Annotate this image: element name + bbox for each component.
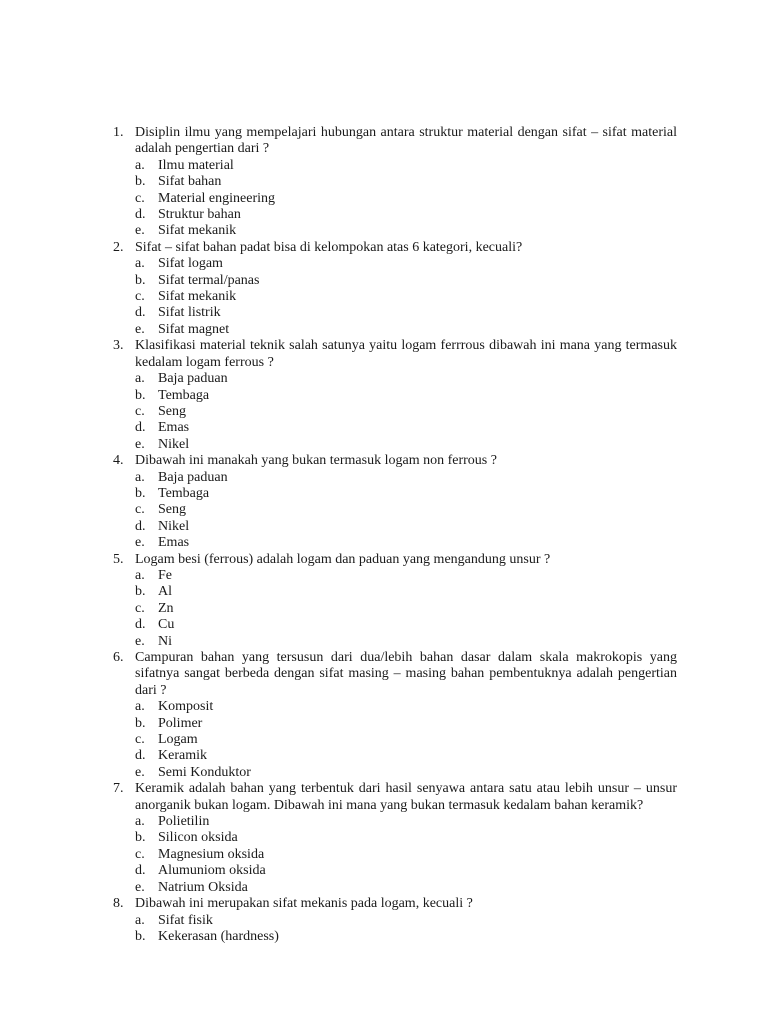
answer-option — [135, 404, 677, 420]
answer-option — [135, 437, 677, 453]
option-letter: e. — [135, 633, 145, 649]
answer-option — [135, 634, 677, 650]
option-letter: e. — [135, 223, 145, 239]
option-text: Sifat fisik — [158, 912, 213, 928]
question-number: 7. — [113, 781, 124, 797]
answer-option — [135, 486, 677, 502]
option-text: Magnesium oksida — [158, 846, 265, 862]
option-text: Tembaga — [158, 485, 210, 501]
question-item — [113, 896, 677, 945]
question-item — [113, 781, 677, 896]
option-letter: c. — [135, 732, 145, 748]
answer-option — [135, 699, 677, 715]
option-letter: c. — [135, 502, 145, 518]
option-letter: a. — [135, 699, 145, 715]
option-text: Silicon oksida — [158, 830, 238, 846]
option-text: Sifat bahan — [158, 174, 222, 190]
option-text: Logam — [158, 732, 198, 748]
option-letter: b. — [135, 584, 146, 600]
option-letter: b. — [135, 830, 146, 846]
option-text: Sifat magnet — [158, 321, 230, 337]
question-number: 8. — [113, 896, 124, 912]
question-item — [113, 125, 677, 240]
option-text: Seng — [158, 502, 186, 518]
question-item — [113, 650, 677, 781]
option-text: Sifat mekanik — [158, 223, 237, 239]
answer-option — [135, 191, 677, 207]
answer-option — [135, 371, 677, 387]
option-letter: e. — [135, 321, 145, 337]
option-letter: c. — [135, 289, 145, 305]
option-list — [135, 568, 677, 650]
answer-option — [135, 814, 677, 830]
option-list — [135, 913, 677, 946]
question-number: 3. — [113, 338, 124, 354]
option-list — [135, 371, 677, 453]
option-letter: b. — [135, 485, 146, 501]
answer-option — [135, 470, 677, 486]
question-number: 2. — [113, 239, 124, 255]
option-letter: c. — [135, 600, 145, 616]
option-letter: d. — [135, 518, 146, 534]
question-number: 6. — [113, 650, 124, 665]
answer-option — [135, 716, 677, 732]
option-text: Ilmu material — [158, 157, 234, 173]
option-letter: d. — [135, 748, 146, 764]
answer-option — [135, 420, 677, 436]
option-list — [135, 256, 677, 338]
option-letter: a. — [135, 469, 145, 485]
option-text: Natrium Oksida — [158, 879, 248, 895]
answer-option — [135, 519, 677, 535]
option-text: Zn — [158, 600, 174, 616]
answer-option — [135, 568, 677, 584]
option-letter: d. — [135, 420, 146, 436]
answer-option — [135, 322, 677, 338]
option-letter: d. — [135, 863, 146, 879]
answer-option — [135, 502, 677, 518]
answer-option — [135, 174, 677, 190]
answer-option — [135, 847, 677, 863]
answer-option — [135, 535, 677, 551]
answer-option — [135, 748, 677, 764]
option-letter: e. — [135, 879, 145, 895]
question-text: Logam besi (ferrous) adalah logam dan paduan yang mengandung unsur ? — [135, 551, 551, 567]
option-letter: a. — [135, 256, 145, 272]
option-letter: e. — [135, 436, 145, 452]
option-list — [135, 699, 677, 781]
question-item — [113, 552, 677, 650]
option-text: Baja paduan — [158, 371, 228, 387]
option-text: Polimer — [158, 715, 203, 731]
answer-option — [135, 584, 677, 600]
option-letter: e. — [135, 764, 145, 780]
option-text: Komposit — [158, 699, 214, 715]
question-text: Campuran bahan yang tersusun dari dua/lebih bahan dasar dalam skala makrokopis yang sifatnya sangat berbeda dengan sifat masing – masing bahan pembentuknya adalah pengertian dari ? — [135, 650, 677, 698]
option-text: Nikel — [158, 518, 190, 534]
option-letter: a. — [135, 912, 145, 928]
option-letter: e. — [135, 535, 145, 551]
option-text: Ni — [158, 633, 172, 649]
answer-option — [135, 617, 677, 633]
option-letter: c. — [135, 403, 145, 419]
answer-option — [135, 305, 677, 321]
option-text: Semi Konduktor — [158, 764, 251, 780]
answer-option — [135, 732, 677, 748]
option-letter: d. — [135, 305, 146, 321]
option-list — [135, 158, 677, 240]
option-letter: b. — [135, 387, 146, 403]
answer-option — [135, 830, 677, 846]
option-text: Sifat termal/panas — [158, 272, 260, 288]
option-letter: a. — [135, 814, 145, 830]
question-text: Dibawah ini merupakan sifat mekanis pada logam, kecuali ? — [135, 896, 473, 912]
option-text: Tembaga — [158, 387, 210, 403]
answer-option — [135, 913, 677, 929]
answer-option — [135, 207, 677, 223]
option-text: Baja paduan — [158, 469, 228, 485]
option-list — [135, 470, 677, 552]
option-letter: c. — [135, 190, 145, 206]
option-list — [135, 814, 677, 896]
option-text: Polietilin — [158, 814, 210, 830]
answer-option — [135, 929, 677, 945]
option-text: Cu — [158, 617, 175, 633]
answer-option — [135, 273, 677, 289]
option-letter: d. — [135, 617, 146, 633]
question-text: Dibawah ini manakah yang bukan termasuk logam non ferrous ? — [135, 453, 497, 469]
answer-option — [135, 765, 677, 781]
option-text: Al — [158, 584, 172, 600]
option-text: Struktur bahan — [158, 207, 241, 223]
option-text: Fe — [158, 567, 172, 583]
option-letter: a. — [135, 157, 145, 173]
answer-option — [135, 256, 677, 272]
option-text: Sifat logam — [158, 256, 223, 272]
question-item — [113, 338, 677, 453]
option-text: Sifat listrik — [158, 305, 221, 321]
question-number: 1. — [113, 125, 124, 140]
option-letter: b. — [135, 928, 146, 944]
option-text: Keramik — [158, 748, 207, 764]
question-number: 5. — [113, 551, 124, 567]
question-text: Klasifikasi material teknik salah satunya yaitu logam ferrrous dibawah ini mana yang termasuk kedalam logam ferrous ? — [135, 338, 677, 370]
option-text: Kekerasan (hardness) — [158, 928, 279, 944]
option-text: Nikel — [158, 436, 190, 452]
option-letter: b. — [135, 715, 146, 731]
question-item — [113, 453, 677, 551]
question-text: Disiplin ilmu yang mempelajari hubungan antara struktur material dengan sifat – sifat material adalah pengertian dari ? — [135, 125, 677, 157]
option-letter: d. — [135, 207, 146, 223]
answer-option — [135, 223, 677, 239]
answer-option — [135, 880, 677, 896]
option-letter: a. — [135, 567, 145, 583]
option-text: Emas — [158, 420, 190, 436]
question-text: Keramik adalah bahan yang terbentuk dari hasil senyawa antara satu atau lebih unsur – unsur anorganik bukan logam. Dibawah ini mana yang bukan termasuk kedalam bahan keramik? — [135, 781, 677, 813]
option-text: Sifat mekanik — [158, 289, 237, 305]
answer-option — [135, 289, 677, 305]
answer-option — [135, 388, 677, 404]
answer-option — [135, 863, 677, 879]
option-letter: c. — [135, 846, 145, 862]
answer-option — [135, 601, 677, 617]
answer-option — [135, 158, 677, 174]
question-item — [113, 240, 677, 338]
question-text: Sifat – sifat bahan padat bisa di kelompokan atas 6 kategori, kecuali? — [135, 239, 523, 255]
option-letter: b. — [135, 272, 146, 288]
option-text: Alumuniom oksida — [158, 863, 266, 879]
option-text: Material engineering — [158, 190, 276, 206]
option-letter: b. — [135, 174, 146, 190]
option-letter: a. — [135, 371, 145, 387]
question-number: 4. — [113, 453, 124, 469]
option-text: Emas — [158, 535, 190, 551]
option-text: Seng — [158, 403, 186, 419]
question-list — [113, 125, 677, 945]
